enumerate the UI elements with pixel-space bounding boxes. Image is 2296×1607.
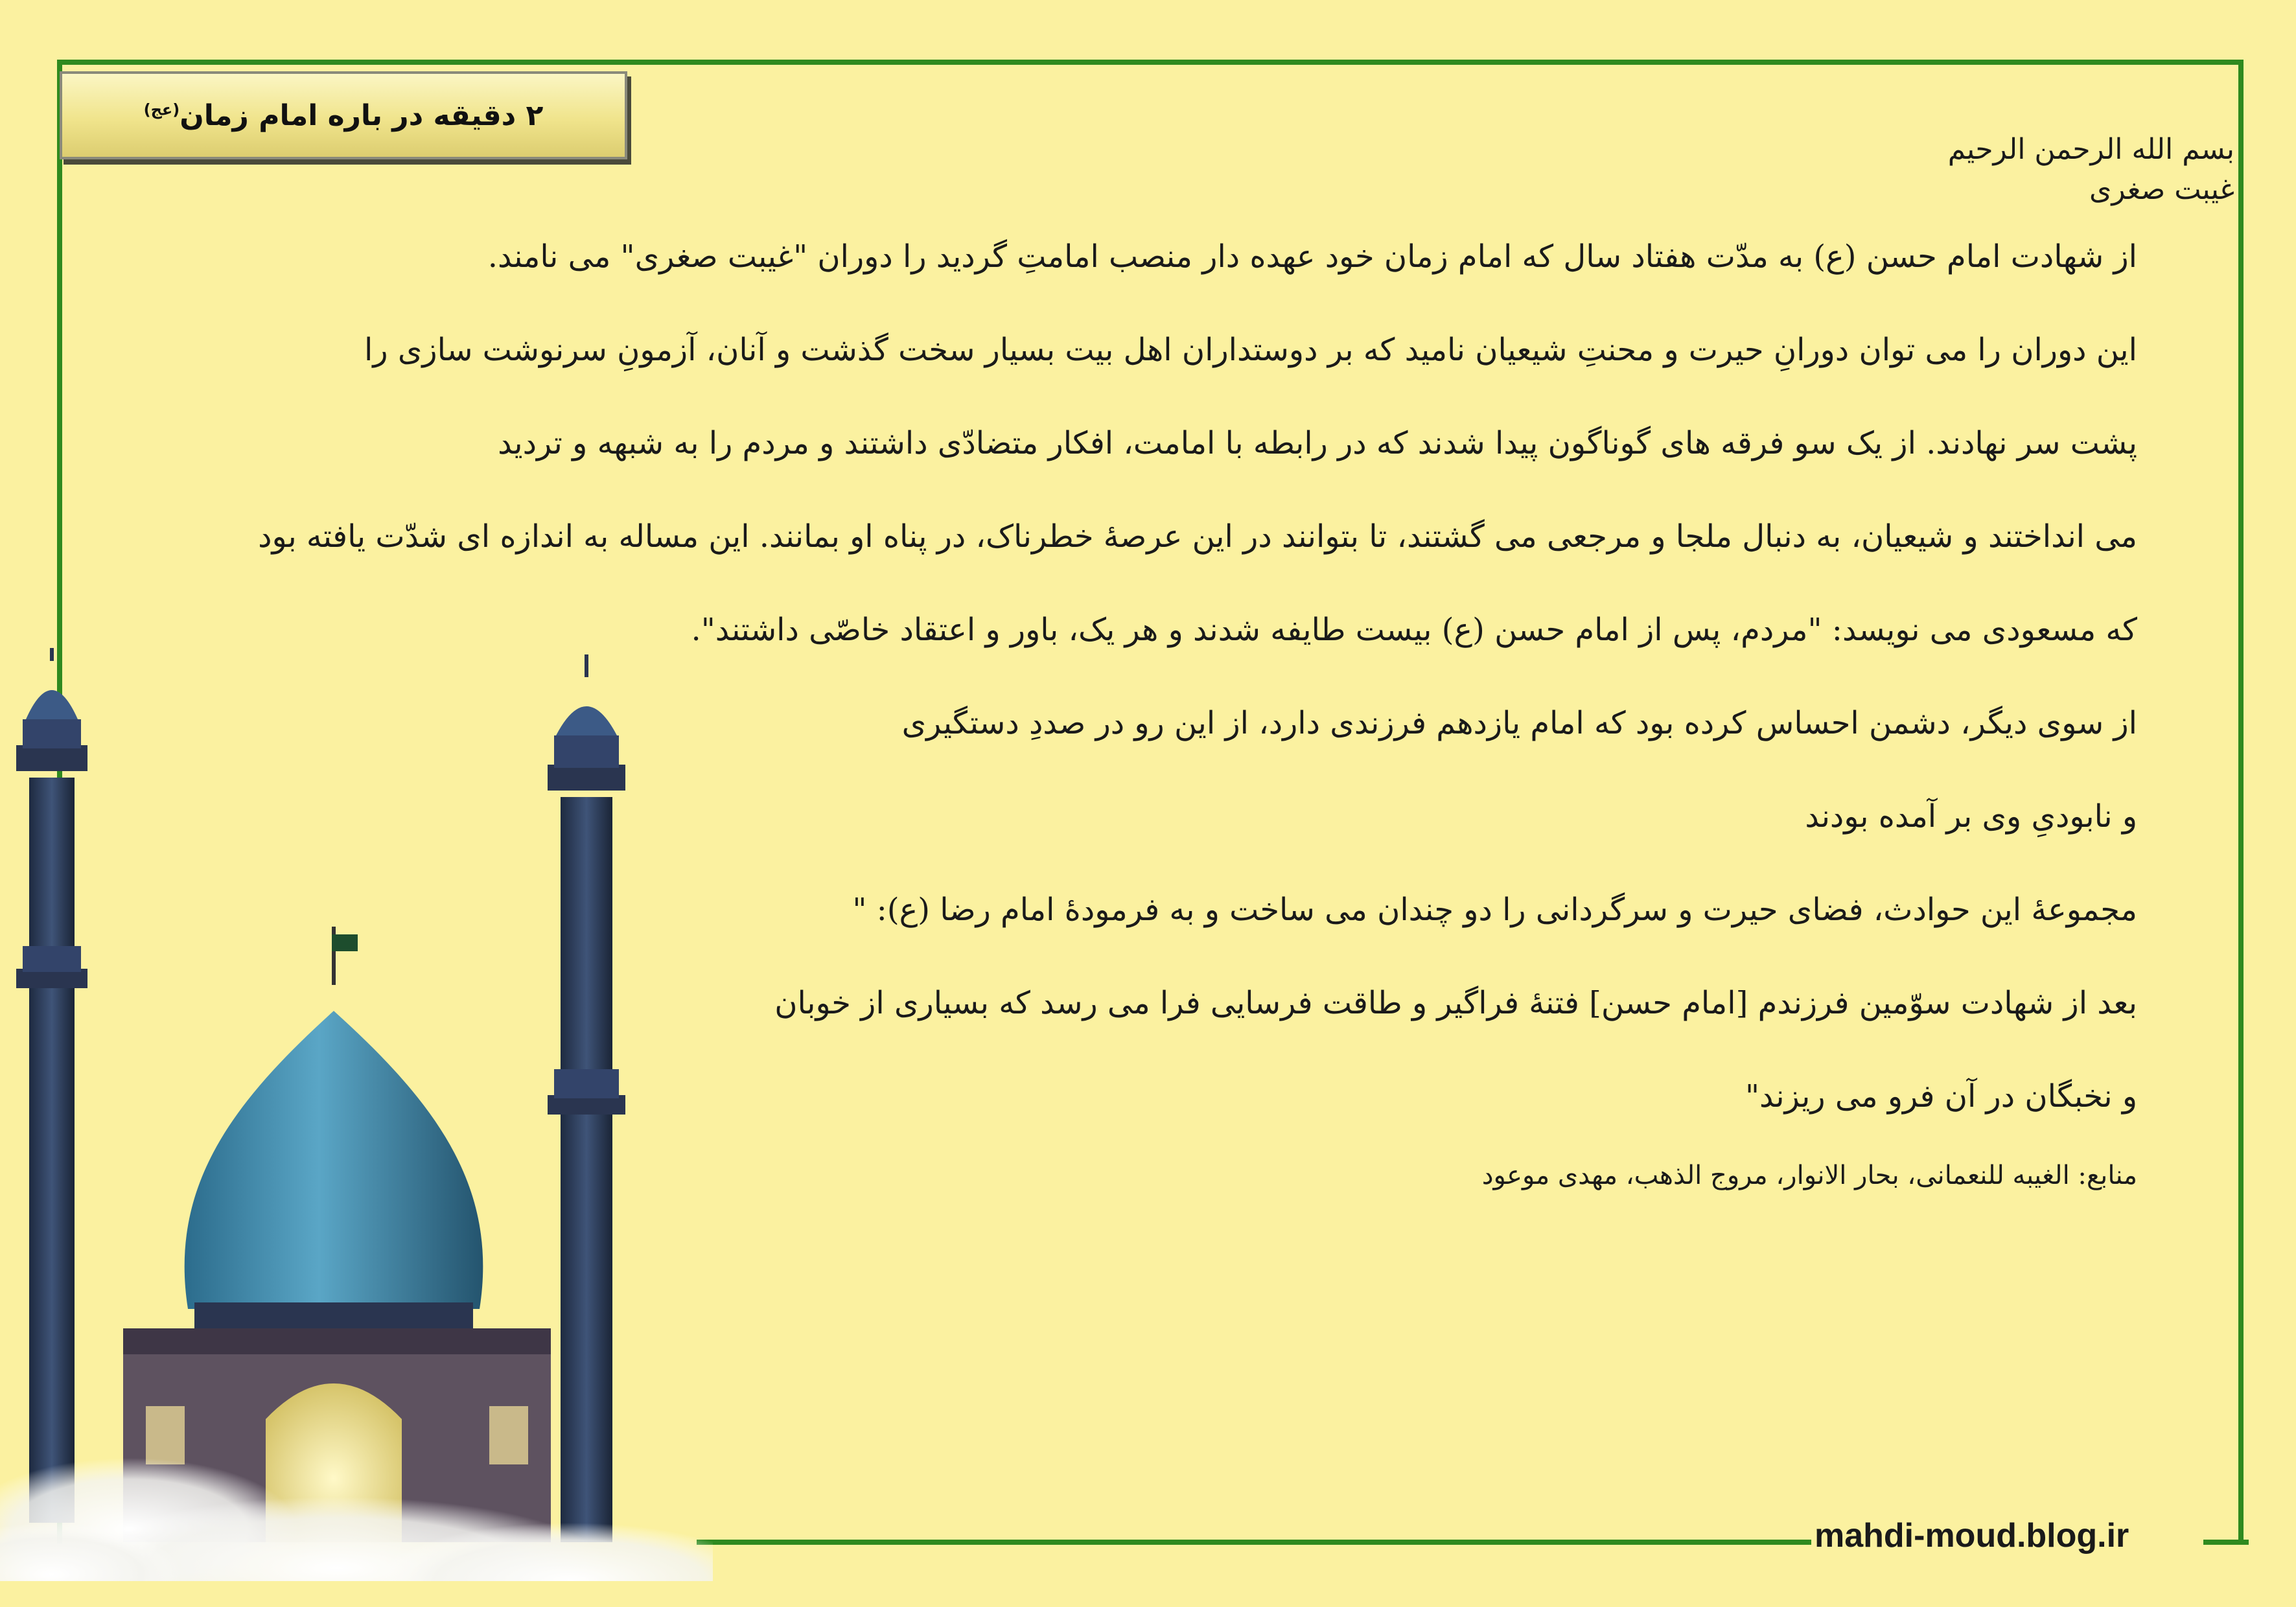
text-line: مجموعهٔ این حوادث، فضای حیرت و سرگردانی را دو چندان می ساخت و به فرمودهٔ امام رضا (ع): " (852, 892, 2137, 928)
bottom-divider (697, 1540, 1811, 1545)
text-line: این دوران را می توان دورانِ حیرت و محنتِ شیعیان نامید که بر دوستداران اهل بیت بسیار سخت گذشت و آنان، آزمونِ سرنوشت سازی را (364, 332, 2137, 368)
website-link[interactable]: mahdi-moud.blog.ir (1815, 1517, 2129, 1555)
text-line: می انداختند و شیعیان، به دنبال ملجا و مرجعی می گشتند، تا بتوانند در این عرصهٔ خطرناک، در پناه او بمانند. این مساله به اندازه ای شدّت یافته بود (258, 518, 2137, 555)
section-heading: غیبت صغری (2089, 173, 2234, 206)
text-line: که مسعودی می نویسد: "مردم، پس از امام حسن (ع) بیست طایفه شدند و هر یک، باور و اعتقاد خاصّی داشتند". (691, 612, 2137, 648)
basmala: بسم الله الرحمن الرحیم (1947, 133, 2234, 166)
right-minaret (548, 654, 625, 1542)
bottom-divider-end (2203, 1540, 2249, 1545)
text-line: از سوی دیگر، دشمن احساس کرده بود که امام یازدهم فرزندی دارد، از این رو در صددِ دستگیری (901, 705, 2137, 741)
text-line: پشت سر نهادند. از یک سو فرقه های گوناگون پیدا شدند که در رابطه با امامت، افکار متضادّی داشتند و مردم را به شبهه و تردید (498, 425, 2137, 461)
page-title: ۲ دقیقه در باره امام زمان$^{(عج)}$ (143, 98, 544, 132)
mosque-illustration (0, 648, 713, 1607)
text-line: و نابودیِ وی بر آمده بودند (1805, 798, 2137, 835)
left-minaret (16, 648, 87, 1523)
dome (185, 927, 483, 1328)
text-line: بعد از شهادت سوّمین فرزندم [امام حسن] فتنهٔ فراگیر و طاقت فرسایی فرا می رسد که بسیاری از خوبان (774, 985, 2137, 1021)
title-superscript: (عج) (143, 100, 180, 119)
sources-line: منابع: الغیبه للنعمانی، بحار الانوار، مروج الذهب، مهدی موعود (1481, 1161, 2137, 1190)
text-line: و نخبگان در آن فرو می ریزند" (1745, 1078, 2137, 1115)
text-line: از شهادت امام حسن (ع) به مدّت هفتاد سال که امام زمان خود عهده دار منصب امامتِ گردید را دوران "غیبت صغری" می نامند. (487, 238, 2137, 275)
